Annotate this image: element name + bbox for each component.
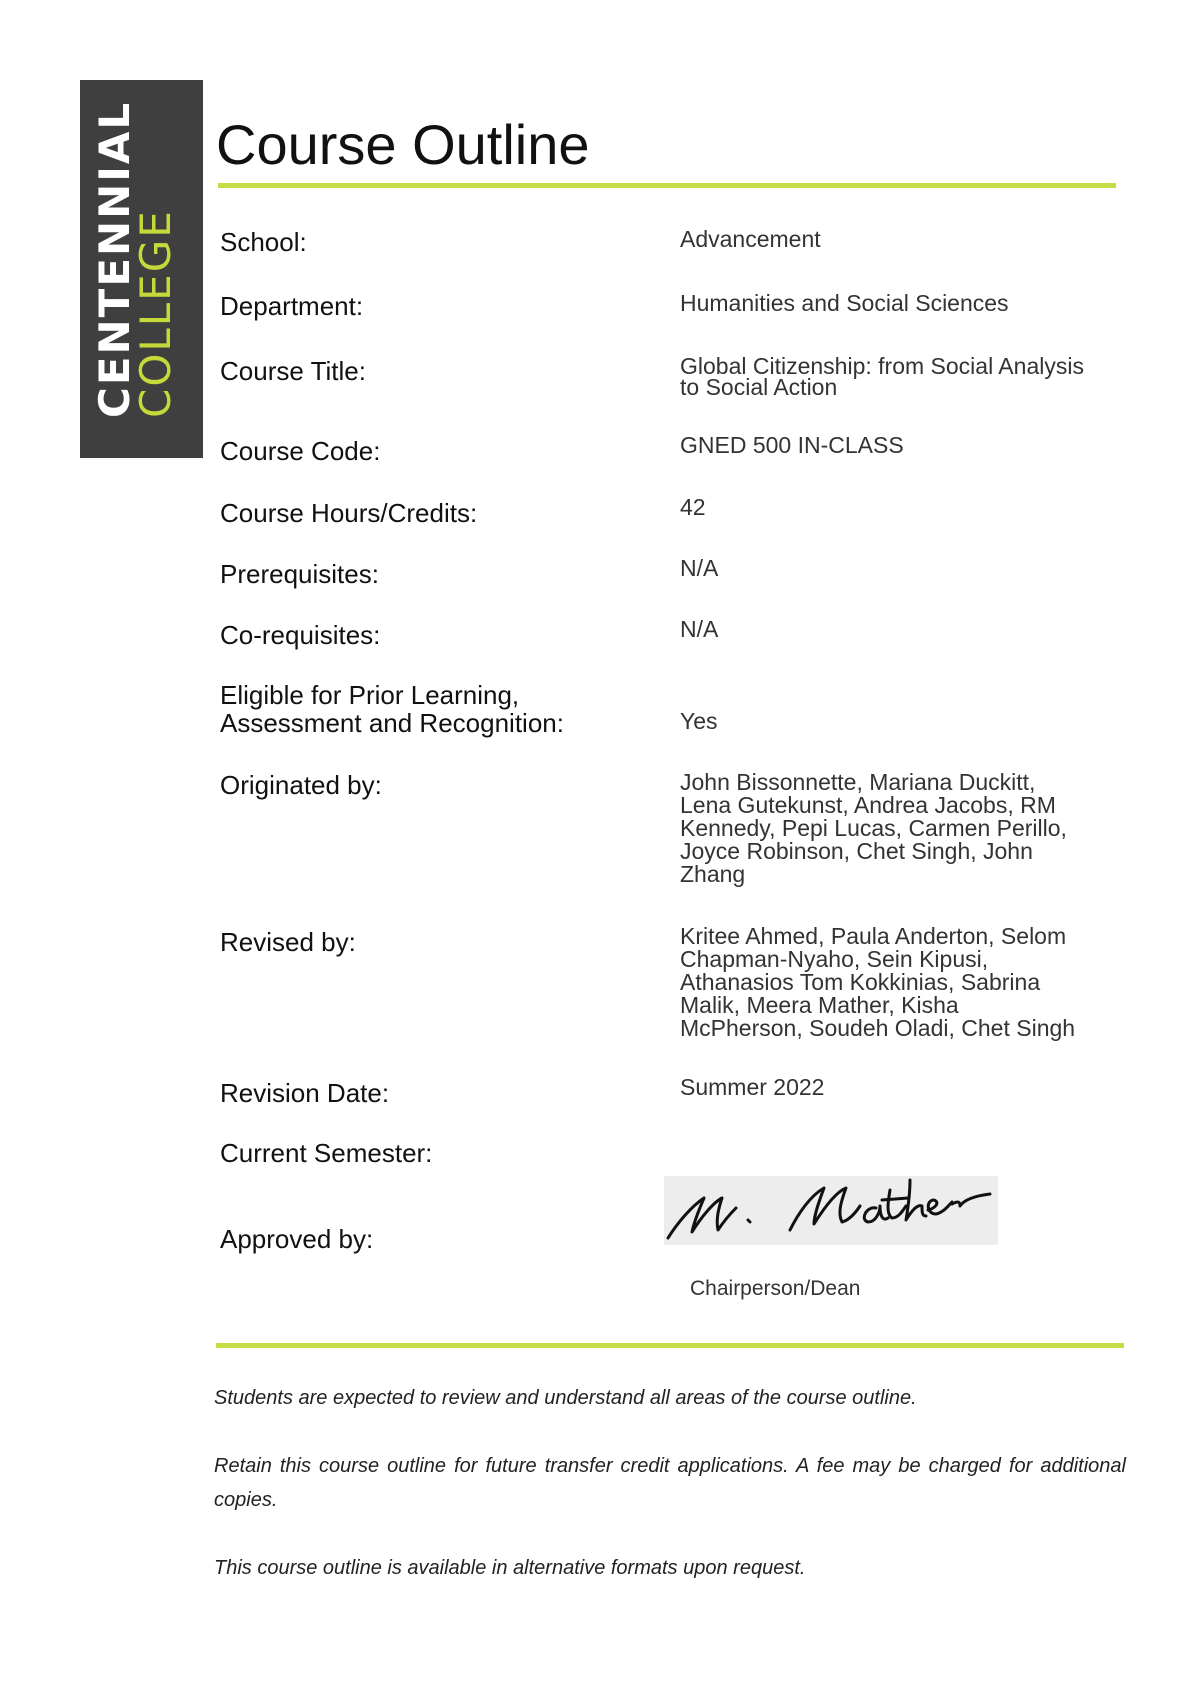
footer-divider bbox=[216, 1343, 1124, 1348]
revised-line: McPherson, Soudeh Oladi, Chet Singh bbox=[680, 1015, 1076, 1041]
eligible-value: Yes bbox=[680, 708, 718, 734]
eligible-label-line: Eligible for Prior Learning, bbox=[220, 680, 520, 710]
course-title-label: Course Title: bbox=[220, 356, 366, 386]
eligible-label-line: Assessment and Recognition: bbox=[220, 708, 564, 738]
course-title-value bbox=[680, 353, 1120, 400]
revised-line: Malik, Meera Mather, Kisha bbox=[680, 992, 959, 1018]
revision-date-label: Revision Date: bbox=[220, 1078, 390, 1108]
revised-value bbox=[680, 925, 1120, 1040]
department-value: Humanities and Social Sciences bbox=[680, 290, 1009, 316]
course-title-line: to Social Action bbox=[680, 374, 838, 400]
revised-line: Chapman-Nyaho, Sein Kipusi, bbox=[680, 946, 989, 972]
hours-value: 42 bbox=[680, 494, 706, 520]
revised-label: Revised by: bbox=[220, 927, 356, 957]
department-label: Department: bbox=[220, 291, 364, 321]
approved-label: Approved by: bbox=[220, 1224, 374, 1254]
revision-date-value: Summer 2022 bbox=[680, 1074, 825, 1100]
signature-image bbox=[664, 1176, 998, 1245]
course-title-line: Global Citizenship: from Social Analysis bbox=[680, 353, 1084, 379]
originated-line: Kennedy, Pepi Lucas, Carmen Perillo, bbox=[680, 815, 1067, 841]
title-divider bbox=[218, 183, 1116, 188]
originated-line: Joyce Robinson, Chet Singh, John bbox=[680, 838, 1033, 864]
page-title: Course Outline bbox=[216, 113, 590, 176]
course-code-value: GNED 500 IN-CLASS bbox=[680, 432, 904, 458]
corequisites-value: N/A bbox=[680, 616, 719, 642]
originated-label: Originated by: bbox=[220, 770, 382, 800]
eligible-label bbox=[220, 681, 564, 737]
college-logo bbox=[80, 80, 203, 458]
school-label: School: bbox=[220, 227, 307, 257]
revised-line: Athanasios Tom Kokkinias, Sabrina bbox=[680, 969, 1041, 995]
school-value: Advancement bbox=[680, 226, 821, 252]
revised-line: Kritee Ahmed, Paula Anderton, Selom bbox=[680, 923, 1067, 949]
prerequisites-value: N/A bbox=[680, 555, 719, 581]
note-review: Students are expected to review and understand all areas of the course outline. bbox=[214, 1387, 917, 1409]
originated-value bbox=[680, 771, 1120, 886]
corequisites-label: Co-requisites: bbox=[220, 620, 381, 650]
logo-word-centennial: CENTENNIAL bbox=[90, 100, 139, 418]
originated-line: Lena Gutekunst, Andrea Jacobs, RM bbox=[680, 792, 1056, 818]
signature-drawing bbox=[664, 1176, 998, 1245]
originated-line: John Bissonnette, Mariana Duckitt, bbox=[680, 769, 1036, 795]
signature-caption: Chairperson/Dean bbox=[690, 1277, 861, 1300]
course-code-label: Course Code: bbox=[220, 436, 381, 466]
prerequisites-label: Prerequisites: bbox=[220, 559, 379, 589]
current-semester-label: Current Semester: bbox=[220, 1138, 433, 1168]
note-formats: This course outline is available in alternative formats upon request. bbox=[214, 1557, 806, 1579]
hours-label: Course Hours/Credits: bbox=[220, 498, 478, 528]
note-retain: Retain this course outline for future transfer credit applications. A fee may be charged for additional copies. bbox=[214, 1455, 1126, 1511]
originated-line: Zhang bbox=[680, 861, 746, 887]
logo-word-college: COLLEGE bbox=[131, 209, 180, 418]
logo-wordmark bbox=[90, 100, 192, 418]
